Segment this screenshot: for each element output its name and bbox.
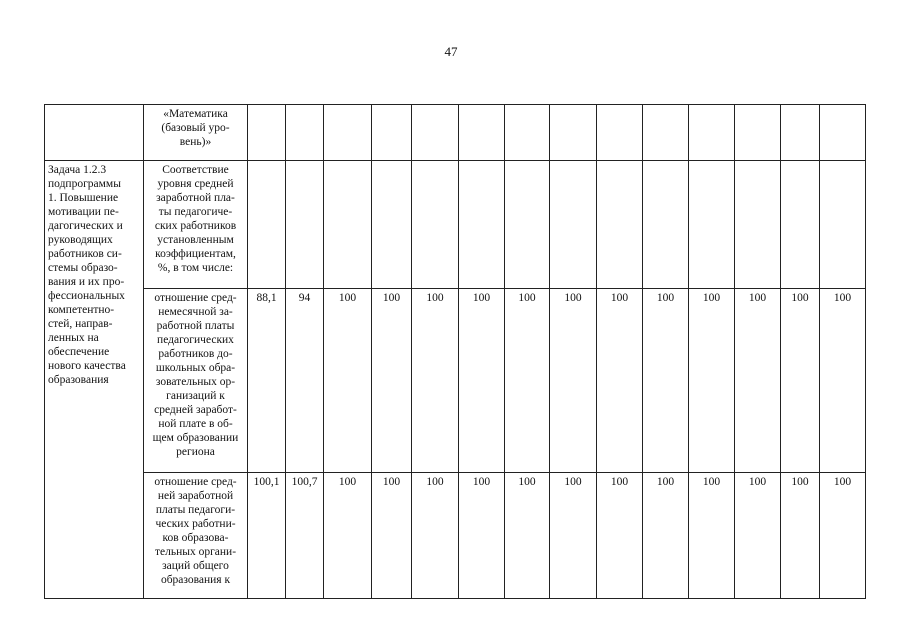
value-cell: 100 bbox=[372, 289, 412, 473]
table-row bbox=[45, 289, 866, 473]
value-cell bbox=[597, 161, 643, 289]
value-cell bbox=[689, 161, 735, 289]
value-cell bbox=[735, 105, 781, 161]
value-cell bbox=[597, 105, 643, 161]
value-cell: 100 bbox=[820, 289, 866, 473]
value-cell bbox=[505, 105, 550, 161]
value-cell bbox=[505, 161, 550, 289]
value-cell bbox=[643, 161, 689, 289]
value-cell bbox=[324, 105, 372, 161]
value-cell: 100 bbox=[505, 289, 550, 473]
value-cell: 100 bbox=[459, 289, 505, 473]
value-cell bbox=[781, 161, 820, 289]
value-cell: 100 bbox=[643, 289, 689, 473]
value-cell: 100 bbox=[689, 289, 735, 473]
value-cell bbox=[248, 105, 286, 161]
value-cell: 100 bbox=[459, 473, 505, 599]
value-cell: 100 bbox=[597, 289, 643, 473]
value-cell: 100 bbox=[550, 289, 597, 473]
value-cell: 100 bbox=[505, 473, 550, 599]
page-bottom-margin bbox=[0, 606, 902, 640]
value-cell: 100,7 bbox=[286, 473, 324, 599]
value-cell bbox=[412, 105, 459, 161]
value-cell: 100 bbox=[735, 289, 781, 473]
value-cell: 100 bbox=[597, 473, 643, 599]
value-cell: 100 bbox=[735, 473, 781, 599]
indicator-cell: Соответствие уровня средней заработной пла- ты педагогиче- ских работников установленным коэффициентам, %, в том числе: bbox=[144, 161, 248, 289]
table-row bbox=[45, 473, 866, 599]
value-cell bbox=[550, 105, 597, 161]
indicator-cell: отношение сред- ней заработной платы педагоги- ческих работни- ков образова- тельных органи- заций общего образования к bbox=[144, 473, 248, 599]
value-cell: 100 bbox=[372, 473, 412, 599]
value-cell: 100 bbox=[781, 473, 820, 599]
task-cell bbox=[45, 105, 144, 161]
value-cell bbox=[689, 105, 735, 161]
value-cell bbox=[820, 161, 866, 289]
value-cell bbox=[550, 161, 597, 289]
task-cell: Задача 1.2.3 подпрограммы 1. Повышение мотивации пе- дагогических и руководящих работников си- стемы образо- вания и их про- фессиональных компетентно- стей, направ- ленных на обеспечение нового качества образования bbox=[45, 161, 144, 599]
value-cell bbox=[372, 105, 412, 161]
table-row bbox=[45, 105, 866, 161]
value-cell: 100 bbox=[324, 473, 372, 599]
value-cell: 100 bbox=[781, 289, 820, 473]
indicator-cell: «Математика (базовый уро- вень)» bbox=[144, 105, 248, 161]
table-row bbox=[45, 161, 866, 289]
value-cell bbox=[324, 161, 372, 289]
value-cell: 100,1 bbox=[248, 473, 286, 599]
value-cell: 100 bbox=[550, 473, 597, 599]
value-cell: 100 bbox=[412, 473, 459, 599]
value-cell bbox=[643, 105, 689, 161]
indicator-cell: отношение сред- немесячной за- работной платы педагогических работников до- школьных обра- зовательных ор- ганизаций к средней заработ- ной плате в об- щем образовании региона bbox=[144, 289, 248, 473]
value-cell bbox=[781, 105, 820, 161]
value-cell bbox=[459, 105, 505, 161]
value-cell bbox=[412, 161, 459, 289]
value-cell: 100 bbox=[820, 473, 866, 599]
value-cell: 94 bbox=[286, 289, 324, 473]
page-number: 47 bbox=[444, 44, 458, 59]
value-cell bbox=[286, 161, 324, 289]
value-cell bbox=[372, 161, 412, 289]
value-cell bbox=[459, 161, 505, 289]
value-cell: 88,1 bbox=[248, 289, 286, 473]
value-cell bbox=[248, 161, 286, 289]
value-cell bbox=[286, 105, 324, 161]
value-cell bbox=[820, 105, 866, 161]
data-table bbox=[44, 104, 866, 599]
value-cell: 100 bbox=[689, 473, 735, 599]
value-cell bbox=[735, 161, 781, 289]
value-cell: 100 bbox=[324, 289, 372, 473]
value-cell: 100 bbox=[412, 289, 459, 473]
value-cell: 100 bbox=[643, 473, 689, 599]
